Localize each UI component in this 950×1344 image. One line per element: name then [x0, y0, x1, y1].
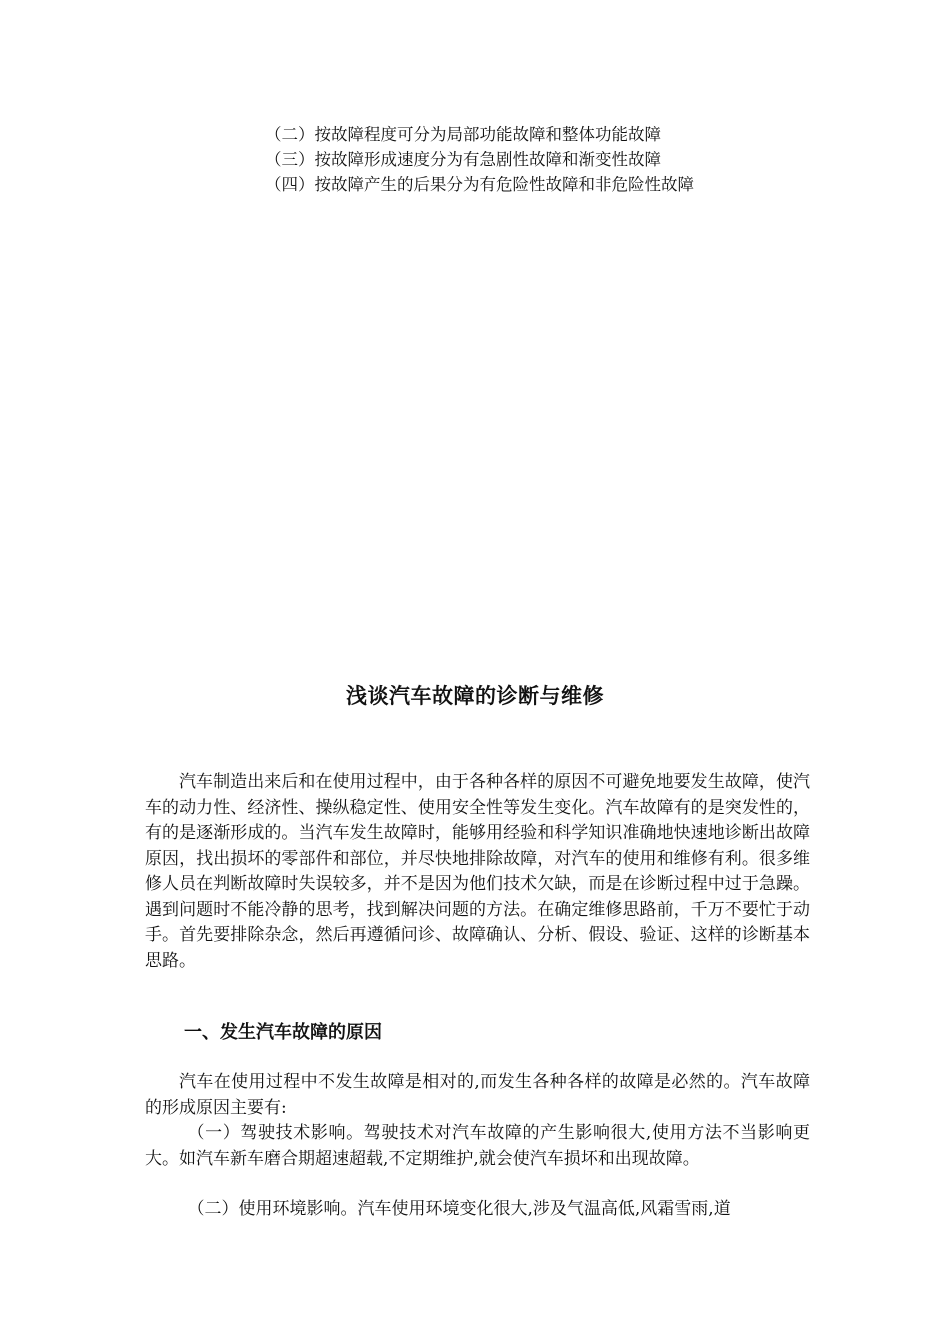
fault-classification-list: [265, 122, 825, 197]
section-paragraph: （一）驾驶技术影响。驾驶技术对汽车故障的产生影响很大,使用方法不当影响更大。如汽车新车磨合期超速超载,不定期维护,就会使汽车损坏和出现故障。: [145, 1123, 810, 1169]
section-paragraph: （二）使用环境影响。汽车使用环境变化很大,涉及气温高低,风霜雪雨,道: [187, 1199, 731, 1219]
section-paragraph: 汽车在使用过程中不发生故障是相对的,而发生各种各样的故障是必然的。汽车故障的形成原因主要有:: [145, 1072, 810, 1118]
list-item: （二）按故障程度可分为局部功能故障和整体功能故障: [265, 125, 661, 144]
list-item: （三）按故障形成速度分为有急剧性故障和渐变性故障: [265, 150, 661, 169]
intro-paragraph: 汽车制造出来后和在使用过程中，由于各种各样的原因不可避免地要发生故障，使汽车的动力性、经济性、操纵稳定性、使用安全性等发生变化。汽车故障有的是突发性的，有的是逐渐形成的。当汽车发生故障时，能够用经验和科学知识准确地快速地诊断出故障原因，找出损坏的零部件和部位，并尽快地排除故障，对汽车的使用和维修有利。很多维修人员在判断故障时失误较多，并不是因为他们技术欠缺，而是在诊断过程中过于急躁。遇到问题时不能冷静的思考，找到解决问题的方法。在确定维修思路前，千万不要忙于动手。首先要排除杂念，然后再遵循问诊、故障确认、分析、假设、验证、这样的诊断基本思路。: [145, 772, 810, 971]
section-heading: 一、发生汽车故障的原因: [184, 1022, 382, 1043]
document-title: 浅谈汽车故障的诊断与维修: [346, 684, 604, 708]
list-item: （四）按故障产生的后果分为有危险性故障和非危险性故障: [265, 175, 694, 194]
